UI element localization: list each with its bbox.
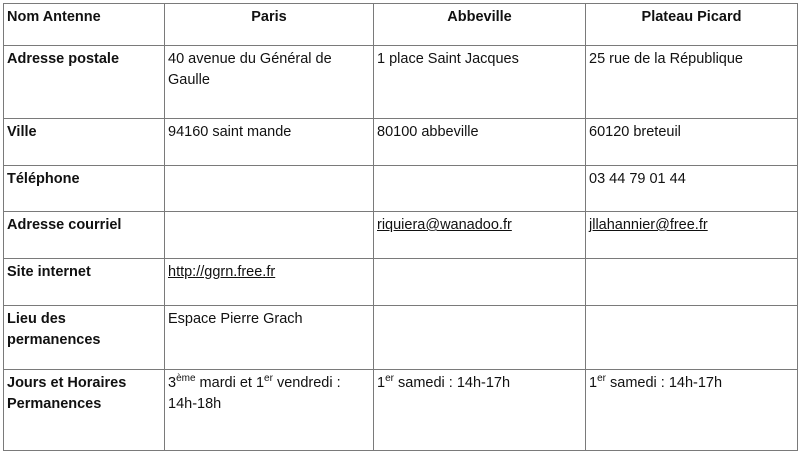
cell-paris-adresse: 40 avenue du Général de Gaulle bbox=[165, 46, 374, 119]
horaires-plateau-t1: samedi : 14h-17h bbox=[605, 375, 723, 391]
cell-abbeville-horaires bbox=[374, 370, 586, 451]
horaires-paris-sup2: er bbox=[264, 373, 273, 384]
horaires-abbeville-sup1: er bbox=[385, 373, 394, 384]
table-row-lieu-permanences bbox=[4, 306, 798, 370]
cell-paris-courriel bbox=[165, 212, 374, 259]
cell-plateau-adresse: 25 rue de la République bbox=[586, 46, 798, 119]
horaires-paris-n1: 3 bbox=[168, 375, 177, 391]
row-label-adresse-courriel: Adresse courriel bbox=[4, 212, 165, 259]
horaires-abbeville-n1: 1 bbox=[377, 375, 386, 391]
email-link-abbeville[interactable]: riquiera@wanadoo.fr bbox=[377, 217, 512, 233]
cell-abbeville-lieu bbox=[374, 306, 586, 370]
cell-paris-horaires bbox=[165, 370, 374, 451]
horaires-paris-t2: vendredi : 14h-18h bbox=[168, 375, 341, 412]
row-label-site-internet: Site internet bbox=[4, 259, 165, 306]
cell-paris-site bbox=[165, 259, 374, 306]
table-row-jours-horaires bbox=[4, 370, 798, 451]
row-label-lieu-permanences: Lieu des permanences bbox=[4, 306, 165, 370]
antennes-table bbox=[3, 3, 798, 451]
cell-abbeville-telephone bbox=[374, 166, 586, 212]
email-link-plateau-picard[interactable]: jllahannier@free.fr bbox=[589, 217, 708, 233]
cell-plateau-horaires bbox=[586, 370, 798, 451]
header-abbeville: Abbeville bbox=[374, 4, 586, 46]
table-row-adresse-courriel bbox=[4, 212, 798, 259]
header-paris: Paris bbox=[165, 4, 374, 46]
table-row-ville bbox=[4, 119, 798, 166]
table-row-site-internet bbox=[4, 259, 798, 306]
horaires-paris-sup1: ème bbox=[176, 373, 196, 384]
table-row-telephone bbox=[4, 166, 798, 212]
cell-abbeville-site bbox=[374, 259, 586, 306]
horaires-abbeville-t1: samedi : 14h-17h bbox=[393, 375, 511, 391]
cell-plateau-courriel bbox=[586, 212, 798, 259]
cell-abbeville-adresse: 1 place Saint Jacques bbox=[374, 46, 586, 119]
cell-plateau-telephone: 03 44 79 01 44 bbox=[586, 166, 798, 212]
horaires-plateau-sup1: er bbox=[597, 373, 606, 384]
horaires-plateau-n1: 1 bbox=[589, 375, 598, 391]
cell-plateau-ville: 60120 breteuil bbox=[586, 119, 798, 166]
header-plateau-picard: Plateau Picard bbox=[586, 4, 798, 46]
website-link-paris[interactable]: http://ggrn.free.fr bbox=[168, 264, 276, 280]
row-label-jours-horaires: Jours et Horaires Permanences bbox=[4, 370, 165, 451]
cell-paris-lieu: Espace Pierre Grach bbox=[165, 306, 374, 370]
header-row bbox=[4, 4, 798, 46]
cell-plateau-site bbox=[586, 259, 798, 306]
cell-abbeville-ville: 80100 abbeville bbox=[374, 119, 586, 166]
row-label-ville: Ville bbox=[4, 119, 165, 166]
cell-paris-telephone bbox=[165, 166, 374, 212]
row-label-adresse-postale: Adresse postale bbox=[4, 46, 165, 119]
table-row-adresse-postale bbox=[4, 46, 798, 119]
horaires-paris-t1: mardi et 1 bbox=[195, 375, 265, 391]
cell-paris-ville: 94160 saint mande bbox=[165, 119, 374, 166]
row-label-telephone: Téléphone bbox=[4, 166, 165, 212]
cell-plateau-lieu bbox=[586, 306, 798, 370]
header-nom-antenne: Nom Antenne bbox=[4, 4, 165, 46]
cell-abbeville-courriel bbox=[374, 212, 586, 259]
